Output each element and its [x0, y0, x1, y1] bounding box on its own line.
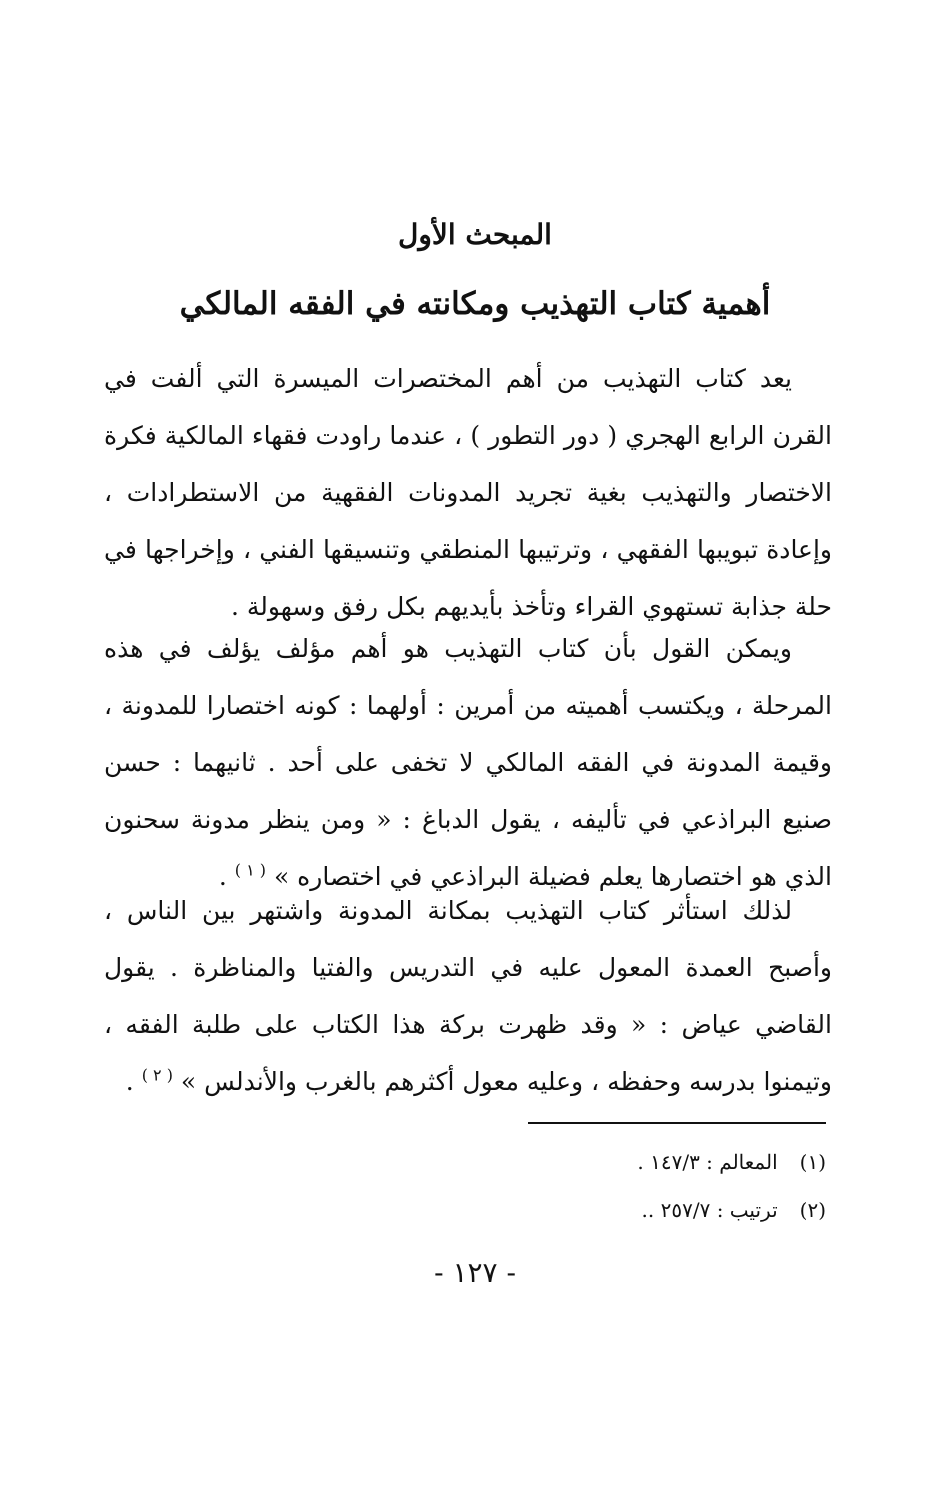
paragraph-3-text [104, 882, 832, 1110]
paragraph-3-main-text: لذلك استأثر كتاب التهذيب بمكانة المدونة واشتهر بين الناس ، وأصبح العمدة المعول عليه في التدريس والفتيا والمناظرة . يقول القاضي عياض : « وقد ظهرت بركة هذا الكتاب على طلبة الفقه ، وتيمنوا بدرسه وحفظه ، وعليه معول أكثرهم بالغرب والأندلس » [104, 896, 832, 1096]
paragraph-2-ending: . [218, 862, 227, 891]
footnote-1-text: المعالم : ١٤٧/٣ . [637, 1150, 778, 1174]
paragraph-2-main-text: ويمكن القول بأن كتاب التهذيب هو أهم مؤلف يؤلف في هذه المرحلة ، ويكتسب أهميته من أمرين : أولهما : كونه اختصارا للمدونة ، وقيمة المدونة في الفقه المالكي لا تخفى على أحد . ثانيهما : حسن صنيع البراذعي في تأليفه ، يقول الدباغ : « ومن ينظر مدونة سحنون الذي هو اختصارها يعلم فضيلة البراذعي في اختصاره » [104, 634, 832, 891]
footnote-2-number: (٢) [799, 1198, 826, 1222]
section-heading: المبحث الأول [398, 218, 552, 251]
paragraph-2 [104, 620, 832, 905]
paragraph-1 [104, 350, 832, 635]
paragraph-3-ending: . [125, 1067, 134, 1096]
paragraph-2-text [104, 620, 832, 905]
footnote-1 [420, 1138, 826, 1186]
footnote-1-number: (١) [799, 1150, 826, 1174]
chapter-title: أهمية كتاب التهذيب ومكانته في الفقه المالكي [179, 286, 771, 322]
footnote-2-text: ترتيب : ٢٥٧/٧ .. [641, 1198, 778, 1222]
paragraph-3 [104, 882, 832, 1110]
footnote-separator [528, 1122, 826, 1124]
footnote-reference-2: ( ٢ ) [141, 1065, 173, 1085]
footnote-reference-1: ( ١ ) [234, 860, 266, 880]
footnotes [420, 1138, 826, 1234]
paragraph-1-text: يعد كتاب التهذيب من أهم المختصرات الميسرة التي ألفت في القرن الرابع الهجري ( دور التطور ) ، عندما راودت فقهاء المالكية فكرة الاختصار والتهذيب بغية تجريد المدونات الفقهية من الاستطرادات ، وإعادة تبويبها الفقهي ، وترتيبها المنطقي وتنسيقها الفني ، وإخراجها في حلة جذابة تستهوي القراء وتأخذ بأيديهم بكل رفق وسهولة . [104, 364, 832, 621]
footnote-2 [420, 1186, 826, 1234]
page-number: - ١٢٧ - [434, 1256, 516, 1289]
